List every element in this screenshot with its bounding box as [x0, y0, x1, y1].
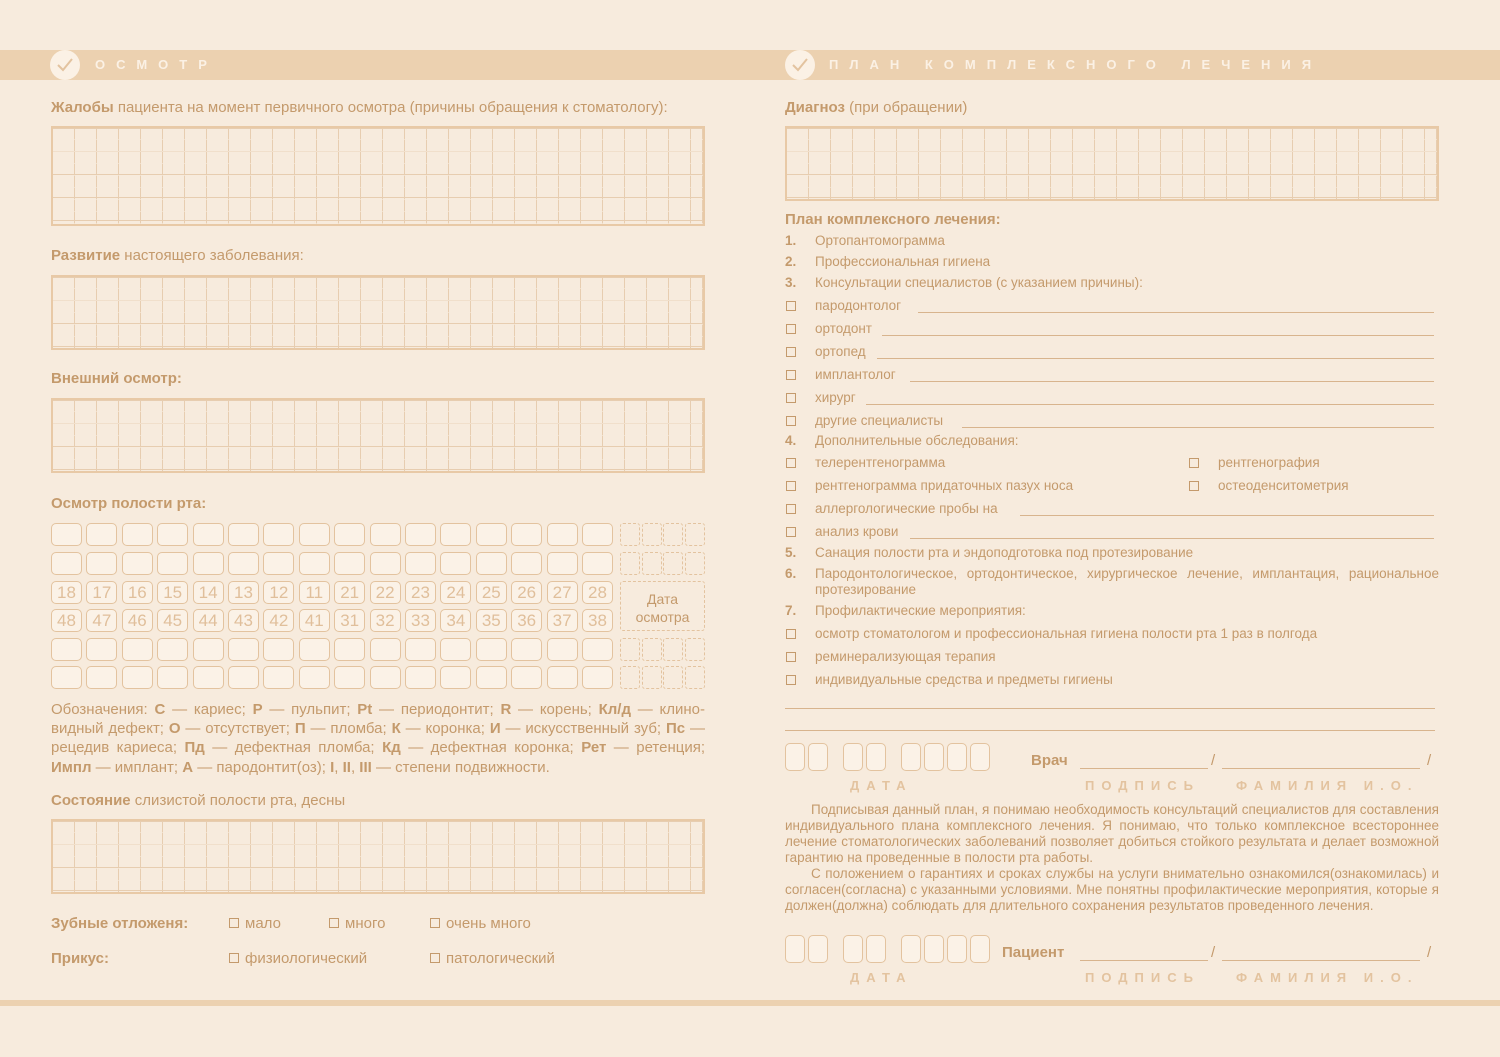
- tooth-cell[interactable]: [476, 666, 507, 689]
- date-digit-box[interactable]: [866, 743, 886, 771]
- legend-code: С: [154, 701, 166, 718]
- bite-label: Прикус:: [51, 950, 109, 967]
- exam-option: аллергологические пробы на: [815, 501, 998, 516]
- date-cell[interactable]: [663, 638, 683, 661]
- date-cell[interactable]: [663, 552, 683, 575]
- tooth-cell[interactable]: [582, 523, 613, 546]
- legend-code: I: [330, 758, 335, 776]
- date-cell[interactable]: [620, 523, 640, 546]
- legend-text-part: — отсутствует;: [180, 720, 295, 738]
- date-digit-box[interactable]: [843, 935, 863, 963]
- bite-option: физиологический: [245, 950, 368, 967]
- plan-item: Дополнительные обследования:: [815, 433, 1019, 448]
- fill-line[interactable]: [785, 708, 1435, 709]
- legend-text: [51, 700, 705, 777]
- plan-title: План комплексного лечения:: [785, 211, 1001, 228]
- tooth-cell[interactable]: [299, 523, 330, 546]
- tooth-cell[interactable]: [511, 666, 542, 689]
- specialist-option: пародонтолог: [815, 298, 902, 313]
- item-number: 6.: [785, 566, 797, 581]
- fill-line[interactable]: [910, 381, 1434, 382]
- legend-text-part: — коронка;: [400, 720, 490, 738]
- tooth-cell[interactable]: [440, 552, 471, 575]
- checkbox[interactable]: [786, 370, 796, 380]
- legend-code: Кд: [382, 739, 401, 757]
- date-cell[interactable]: [620, 666, 640, 689]
- complaints-field[interactable]: [51, 126, 705, 226]
- checkbox[interactable]: [786, 527, 796, 537]
- tooth-number: 47: [86, 609, 117, 632]
- date-digit-box[interactable]: [785, 935, 805, 963]
- legend-text-part: — пародонтит(оз);: [193, 758, 331, 776]
- legend-code: А: [182, 758, 194, 776]
- date-caption: ДАТА: [850, 970, 913, 985]
- deposits-option: очень много: [446, 915, 531, 932]
- tooth-cell[interactable]: [582, 638, 613, 661]
- development-field[interactable]: [51, 275, 705, 350]
- date-digit-box[interactable]: [947, 743, 967, 771]
- date-digit-box[interactable]: [924, 743, 944, 771]
- legend-text-part: — искусственный зуб;: [500, 720, 666, 738]
- signature-caption: ПОДПИСЬ: [1085, 970, 1200, 985]
- tooth-cell[interactable]: [299, 638, 330, 661]
- tooth-number: 37: [547, 609, 578, 632]
- external-exam-field[interactable]: [51, 398, 705, 473]
- checkbox[interactable]: [786, 675, 796, 685]
- legend-text-part: — дефектная пломба;: [204, 739, 383, 757]
- deposits-option: много: [345, 915, 386, 932]
- tooth-number: 21: [334, 581, 365, 604]
- tooth-cell[interactable]: [51, 552, 82, 575]
- prevention-option: реминерализующая терапия: [815, 649, 996, 664]
- checkbox[interactable]: [786, 324, 796, 334]
- legend-code: Импл: [51, 758, 92, 776]
- tooth-number: 16: [122, 581, 153, 604]
- tooth-number: 23: [405, 581, 436, 604]
- tooth-cell[interactable]: [405, 523, 436, 546]
- tooth-number: 32: [370, 609, 401, 632]
- tooth-number: 44: [193, 609, 224, 632]
- checkbox[interactable]: [786, 416, 796, 426]
- checkbox[interactable]: [786, 393, 796, 403]
- tooth-number: 22: [370, 581, 401, 604]
- bite-option: патологический: [446, 950, 555, 967]
- checkbox[interactable]: [786, 481, 796, 491]
- tooth-cell[interactable]: [440, 666, 471, 689]
- legend-code: Рет: [581, 739, 607, 757]
- item-number: 1.: [785, 233, 797, 248]
- date-digit-box[interactable]: [843, 743, 863, 771]
- tooth-cell[interactable]: [370, 638, 401, 661]
- warranty-paragraph: С положением о гарантиях и сроках службы на услуги внимательно ознакомился(ознакомилась) и согласен(согласна) с указанными условиями. Мне понятны профилактические мероприятия, которые я должен(должна) соблюдать для длительного сохранения результатов проведенного лечения.: [785, 866, 1439, 913]
- exam-option: анализ крови: [815, 524, 899, 539]
- checkbox[interactable]: [786, 652, 796, 662]
- consent-paragraph: Подписывая данный план, я понимаю необходимость консультаций специалистов для составления индивидуального плана комплексного лечения. Я понимаю, что только комплексное всестороннее лечение стоматологических заболеваний позволяет добиться стойкого результата и делает возможной гарантию на проведенные в полости рта работы.: [785, 802, 1439, 865]
- tooth-cell[interactable]: [193, 523, 224, 546]
- complaints-label: Жалобы пациента на момент первичного осмотра (причины обращения к стоматологу):: [51, 99, 668, 116]
- date-cell[interactable]: [685, 638, 705, 661]
- slash: /: [1427, 944, 1432, 961]
- legend-text-part: — степени подвижности.: [371, 758, 550, 776]
- name-caption: ФАМИЛИЯ И.О.: [1236, 970, 1419, 985]
- tooth-number: 33: [405, 609, 436, 632]
- tooth-cell[interactable]: [476, 638, 507, 661]
- slash: /: [1211, 752, 1216, 769]
- fill-line[interactable]: [1020, 515, 1434, 516]
- tooth-number: 41: [299, 609, 330, 632]
- tooth-number: 35: [476, 609, 507, 632]
- plan-item: Профилактические мероприятия:: [815, 603, 1026, 618]
- checkbox[interactable]: [786, 347, 796, 357]
- tooth-number: 34: [440, 609, 471, 632]
- tooth-number: 48: [51, 609, 82, 632]
- legend-text-part: — рецедив кариеса;: [51, 720, 705, 757]
- date-cell[interactable]: [685, 552, 705, 575]
- deposits-option: мало: [245, 915, 281, 932]
- tooth-number: 17: [86, 581, 117, 604]
- date-digit-box[interactable]: [808, 935, 828, 963]
- item-number: 2.: [785, 254, 797, 269]
- plan-item: Санация полости рта и эндоподготовка под протезирование: [815, 545, 1194, 560]
- doctor-label: Врач: [1031, 752, 1068, 769]
- legend-text-part: — кариес;: [165, 701, 253, 718]
- slash: /: [1427, 752, 1432, 769]
- diagnosis-label: Диагноз (при обращении): [785, 99, 968, 116]
- tooth-number: 13: [228, 581, 259, 604]
- prevention-option: индивидуальные средства и предметы гигиены: [815, 672, 1113, 687]
- tooth-cell[interactable]: [122, 638, 153, 661]
- tooth-cell[interactable]: [511, 552, 542, 575]
- date-digit-box[interactable]: [785, 743, 805, 771]
- legend-text-part: ,: [334, 758, 343, 776]
- date-digit-box[interactable]: [866, 935, 886, 963]
- section-title-plan: ПЛАН КОМПЛЕКСНОГО ЛЕЧЕНИЯ: [829, 57, 1323, 72]
- section-title-exam: ОСМОТР: [95, 57, 218, 72]
- date-cell[interactable]: [642, 552, 662, 575]
- tooth-cell[interactable]: [263, 523, 294, 546]
- check-icon: [785, 50, 815, 80]
- tooth-cell[interactable]: [582, 552, 613, 575]
- plan-item: Пародонтологическое, ортодонтическое, хирургическое лечение, имплантация, рациональное протезирование: [815, 566, 1439, 597]
- patient-name-line[interactable]: [1222, 960, 1420, 961]
- legend-code: III: [359, 758, 372, 776]
- slash: /: [1211, 944, 1216, 961]
- date-cell[interactable]: [685, 666, 705, 689]
- date-cell[interactable]: [642, 666, 662, 689]
- tooth-cell[interactable]: [263, 552, 294, 575]
- exam-option: остеоденситометрия: [1218, 478, 1349, 493]
- specialist-option: ортодонт: [815, 321, 872, 336]
- tooth-cell[interactable]: [157, 523, 188, 546]
- legend-text-part: — периодонтит;: [372, 701, 501, 718]
- name-caption: ФАМИЛИЯ И.О.: [1236, 778, 1419, 793]
- prevention-option: осмотр стоматологом и профессиональная гигиена полости рта 1 раз в полгода: [815, 626, 1318, 641]
- mucosa-field[interactable]: [51, 819, 705, 894]
- tooth-cell[interactable]: [370, 666, 401, 689]
- tooth-cell[interactable]: [547, 666, 578, 689]
- fill-line[interactable]: [910, 538, 1434, 539]
- legend-code: Пд: [184, 739, 205, 757]
- tooth-cell[interactable]: [86, 523, 117, 546]
- patient-label: Пациент: [1002, 944, 1065, 961]
- tooth-cell[interactable]: [547, 523, 578, 546]
- tooth-cell[interactable]: [86, 666, 117, 689]
- tooth-cell[interactable]: [51, 638, 82, 661]
- tooth-cell[interactable]: [334, 666, 365, 689]
- legend-text-part: — клиновидный дефект;: [51, 701, 705, 738]
- tooth-number: 31: [334, 609, 365, 632]
- tooth-number: 38: [582, 609, 613, 632]
- date-digit-box[interactable]: [901, 743, 921, 771]
- tooth-cell[interactable]: [299, 666, 330, 689]
- tooth-cell[interactable]: [122, 552, 153, 575]
- tooth-number: 45: [157, 609, 188, 632]
- tooth-cell[interactable]: [405, 638, 436, 661]
- checkbox[interactable]: [786, 458, 796, 468]
- tooth-cell[interactable]: [582, 666, 613, 689]
- deposits-label: Зубные отложеня:: [51, 915, 189, 932]
- fill-line[interactable]: [918, 312, 1434, 313]
- legend-code: R: [500, 701, 512, 718]
- date-cell[interactable]: [620, 638, 640, 661]
- legend-code: Пс: [665, 720, 686, 738]
- date-digit-box[interactable]: [947, 935, 967, 963]
- tooth-number: 43: [228, 609, 259, 632]
- legend-code: Pt: [357, 701, 373, 718]
- tooth-cell[interactable]: [405, 552, 436, 575]
- checkbox[interactable]: [430, 953, 440, 963]
- tooth-number: 42: [263, 609, 294, 632]
- exam-option: телерентгенограмма: [815, 455, 946, 470]
- specialist-option: другие специалисты: [815, 413, 944, 428]
- tooth-cell[interactable]: [86, 638, 117, 661]
- plan-item: Ортопантомограмма: [815, 233, 945, 248]
- signature-caption: ПОДПИСЬ: [1085, 778, 1200, 793]
- legend-code: Кл/д: [598, 701, 631, 718]
- item-number: 3.: [785, 275, 797, 290]
- legend-code: И: [489, 720, 501, 738]
- specialist-option: имплантолог: [815, 367, 896, 382]
- checkbox[interactable]: [430, 918, 440, 928]
- tooth-number: 25: [476, 581, 507, 604]
- date-cell[interactable]: [642, 638, 662, 661]
- checkbox[interactable]: [786, 301, 796, 311]
- tooth-cell[interactable]: [299, 552, 330, 575]
- fill-line[interactable]: [785, 730, 1435, 731]
- legend-text-part: Обозначения:: [51, 701, 155, 718]
- tooth-cell[interactable]: [547, 638, 578, 661]
- item-number: 4.: [785, 433, 797, 448]
- tooth-cell[interactable]: [370, 552, 401, 575]
- tooth-cell[interactable]: [122, 666, 153, 689]
- item-number: 7.: [785, 603, 797, 618]
- exam-option: рентгенограмма придаточных пазух носа: [815, 478, 1074, 493]
- tooth-cell[interactable]: [511, 523, 542, 546]
- tooth-cell[interactable]: [193, 638, 224, 661]
- fill-line[interactable]: [882, 335, 1434, 336]
- legend-text-part: — корень;: [511, 701, 599, 718]
- tooth-number: 36: [511, 609, 542, 632]
- fill-line[interactable]: [866, 404, 1434, 405]
- checkbox[interactable]: [786, 629, 796, 639]
- patient-signature-line[interactable]: [1080, 960, 1208, 961]
- tooth-number: 14: [193, 581, 224, 604]
- tooth-cell[interactable]: [334, 523, 365, 546]
- tooth-cell[interactable]: [547, 552, 578, 575]
- tooth-number: 28: [582, 581, 613, 604]
- tooth-cell[interactable]: [263, 638, 294, 661]
- legend-code: О: [168, 720, 181, 738]
- checkbox[interactable]: [229, 953, 239, 963]
- tooth-cell[interactable]: [228, 666, 259, 689]
- tooth-number: 27: [547, 581, 578, 604]
- legend-text-part: — пломба;: [305, 720, 392, 738]
- tooth-cell[interactable]: [157, 552, 188, 575]
- external-exam-label: Внешний осмотр:: [51, 370, 182, 387]
- tooth-number: 12: [263, 581, 294, 604]
- tooth-cell[interactable]: [51, 666, 82, 689]
- tooth-cell[interactable]: [263, 666, 294, 689]
- tooth-cell[interactable]: [193, 666, 224, 689]
- legend-code: К: [391, 720, 401, 738]
- tooth-cell[interactable]: [86, 552, 117, 575]
- date-digit-box[interactable]: [924, 935, 944, 963]
- checkbox[interactable]: [229, 918, 239, 928]
- date-digit-box[interactable]: [808, 743, 828, 771]
- date-digit-box[interactable]: [970, 935, 990, 963]
- tooth-number: 46: [122, 609, 153, 632]
- plan-item: Консультации специалистов (с указанием причины):: [815, 275, 1143, 290]
- tooth-number: 15: [157, 581, 188, 604]
- date-cell[interactable]: [620, 552, 640, 575]
- legend-text-part: — дефектная коронка;: [400, 739, 582, 757]
- footer-band: [0, 1000, 1500, 1006]
- tooth-cell[interactable]: [122, 523, 153, 546]
- tooth-cell[interactable]: [370, 523, 401, 546]
- doctor-name-line[interactable]: [1222, 768, 1420, 769]
- tooth-cell[interactable]: [228, 523, 259, 546]
- plan-item: Профессиональная гигиена: [815, 254, 991, 269]
- exam-date-box[interactable]: Дата осмотра: [620, 581, 705, 631]
- mucosa-label: Состояние слизистой полости рта, десны: [51, 792, 346, 809]
- tooth-cell[interactable]: [157, 638, 188, 661]
- fill-line[interactable]: [962, 427, 1434, 428]
- item-number: 5.: [785, 545, 797, 560]
- date-digit-box[interactable]: [901, 935, 921, 963]
- tooth-number: 24: [440, 581, 471, 604]
- fill-line[interactable]: [877, 358, 1434, 359]
- legend-code: П: [294, 720, 306, 738]
- tooth-cell[interactable]: [193, 552, 224, 575]
- specialist-option: хирург: [815, 390, 856, 405]
- checkbox[interactable]: [329, 918, 339, 928]
- tooth-cell[interactable]: [511, 638, 542, 661]
- specialist-option: ортопед: [815, 344, 866, 359]
- legend-code: II: [342, 758, 351, 776]
- tooth-cell[interactable]: [157, 666, 188, 689]
- legend-text-part: ,: [350, 758, 360, 776]
- legend-text-part: — пульпит;: [262, 701, 358, 718]
- date-digit-box[interactable]: [970, 743, 990, 771]
- tooth-cell[interactable]: [440, 523, 471, 546]
- diagnosis-field[interactable]: [785, 126, 1439, 201]
- date-cell[interactable]: [685, 523, 705, 546]
- tooth-number: 26: [511, 581, 542, 604]
- date-cell[interactable]: [663, 523, 683, 546]
- oral-exam-label: Осмотр полости рта:: [51, 495, 207, 512]
- legend-code: Р: [252, 701, 263, 718]
- check-icon: [50, 50, 80, 80]
- date-caption: ДАТА: [850, 778, 913, 793]
- legend-text-part: — ретенция;: [606, 739, 706, 757]
- doctor-signature-line[interactable]: [1080, 768, 1208, 769]
- tooth-cell[interactable]: [405, 666, 436, 689]
- tooth-cell[interactable]: [440, 638, 471, 661]
- tooth-cell[interactable]: [476, 552, 507, 575]
- checkbox[interactable]: [786, 504, 796, 514]
- tooth-number: 11: [299, 581, 330, 604]
- tooth-cell[interactable]: [334, 638, 365, 661]
- checkbox[interactable]: [1189, 458, 1199, 468]
- tooth-cell[interactable]: [51, 523, 82, 546]
- tooth-cell[interactable]: [476, 523, 507, 546]
- tooth-cell[interactable]: [334, 552, 365, 575]
- legend-text-part: — имплант;: [91, 758, 183, 776]
- tooth-cell[interactable]: [228, 638, 259, 661]
- exam-option: рентгенография: [1218, 455, 1320, 470]
- tooth-number: 18: [51, 581, 82, 604]
- development-label: Развитие настоящего заболевания:: [51, 247, 304, 264]
- date-cell[interactable]: [642, 523, 662, 546]
- tooth-cell[interactable]: [228, 552, 259, 575]
- checkbox[interactable]: [1189, 481, 1199, 491]
- date-cell[interactable]: [663, 666, 683, 689]
